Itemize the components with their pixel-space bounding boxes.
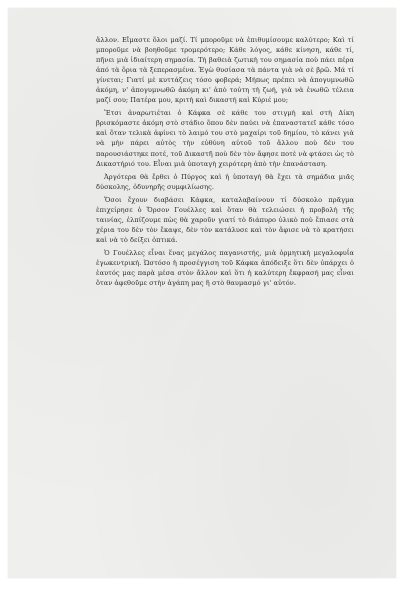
paragraph-5: Ὁ Γουέλλες εἶναι ἕνας μεγάλος παγανιστής, μιὰ ὁρμητικὴ μεγαλοφυΐα ἐγωκεντρική. Ὡστόσο ἡ προσέγγιση τοῦ Κάφκα ἀπόδειξε ὅτι δὲν ὑπάρχει ὁ ἑαυτός μας παρὰ μέσα στὸν ἄλλον καὶ ὅτι ἡ καλύτερη ἔκφρασή μας εἶναι ὅταν ἀφεθοῦμε στὴν ἀγάπη μας ἢ στὸ θαυμασμό γι' αὐτόν. xyxy=(96,248,354,288)
text-body xyxy=(96,35,354,291)
paper-sheet xyxy=(8,8,396,578)
paragraph-1: ἄλλον. Εἴμαστε ὅλοι μαζί. Τί μποροῦμε νὰ ἐπιθυμίσουμε καλύτερο; Καὶ τί μποροῦμε νὰ βοηθοῦμε τρομερότερο; Κάθε λόγος, κάθε κίνηση, κάθε τί, πῆνει μιὰ ἰδιαίτερη σημασία. Τὴ βαθειὰ ζωτικὴ του σημασία ποὺ πάει πέρα ἀπό τὰ ὅρια τὰ ξεπερασμένα. Ἐγὼ θυσίασα τὰ πάντα γιὰ νὰ σὲ βρῶ. Μά τί γίνεται; Γιατί μὲ κυττάζεις τόσο φοβερά; Μήπως πρέπει νὰ ἀπογυμνωθῶ ἀκόμη, ν' ἀπογυμνωθῶ ἀκόμη κι' ἀπὸ τούτη τὴ ζωή, γιὰ νὰ ἑνωθῶ τέλεια μαζί σου; Πατέρα μου, κριτὴ καὶ δικαστή καὶ Κύριέ μου; xyxy=(96,36,354,105)
paragraph-4: Ὅσοι ἔχουν διαβάσει Κάφκα, καταλαβαίνουν τί δύσκολο πρᾶγμα ἐπιχείρησε ὁ Ὄρσον Γουέλλες καὶ ὅταν θὰ τελειώσει ἡ προβολὴ τῆς ταινίας, ἐλπίζουμε πὼς θὰ χαροῦν γιατί τὸ διάπυρο ὑλικὸ ποὺ ἔπιασε στὰ χέρια του δὲν τὸν ἔκαψε, δὲν τὸν κατάλυσε καὶ τὸν ἄφισε νὰ τὸ κρατήσει καὶ νὰ τὸ δείξει ὀπτικά. xyxy=(96,195,354,244)
paragraph-3: Ἀργότερα θὰ ἔρθει ὁ Πύργος καὶ ἡ ὑποταγὴ θὰ ἔχει τὰ σημάδια μιᾶς δύσκολης, ὀδυνηρῆς συμφιλίωσης. xyxy=(96,172,354,191)
paragraph-2: Ἔτσι ἀναρωτιέται ὁ Κάφκα σὲ κάθε του στιγμὴ καὶ στὴ Δίκη βρισκόμαστε ἀκόμη στὸ στάδιο ὅπου δὲν παύει νὰ ἐπαναστατεῖ κάθε τόσο καὶ ὅταν τελικὰ ἀφίνει τὸ λαιμό του στὸ μαχαίρι τοῦ δημίου, τὸ κάνει γιὰ νὰ μὴν πάρει αὐτὸς τὴν εὐθύνη αὐτοῦ τοῦ ἄλλου ποὺ δὲν του παρουσιάστηκε ποτέ, τοῦ Δικαστῆ ποὺ δὲν τὸν ἄφησε ποτὲ νὰ φτάσει ὡς τὸ Δικαστήριό του. Εἶναι μιὰ ὑποταγὴ χειρότερη ἀπὸ τὴν ἐπανάσταση. xyxy=(96,109,354,168)
